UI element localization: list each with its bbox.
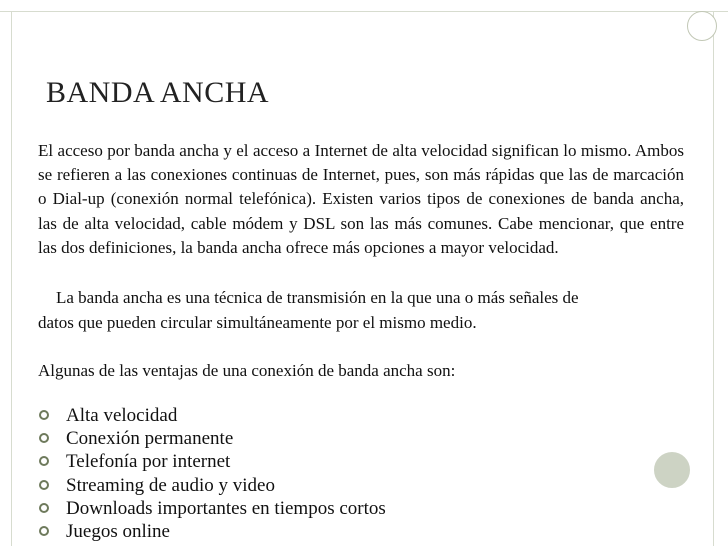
paragraph-2 [38, 285, 684, 335]
list-item-label: Alta velocidad [66, 405, 178, 426]
paragraph-2-line-1: La banda ancha es una técnica de transmisión en la que una o más señales de [56, 288, 579, 307]
slide-title: BANDA ANCHA [46, 76, 270, 109]
ring-bullet-icon [39, 433, 49, 443]
list-item-label: Telefonía por internet [66, 451, 231, 473]
list-item-label: Streaming de audio y video [66, 474, 275, 496]
ring-bullet-icon [39, 480, 49, 490]
paragraph-1: El acceso por banda ancha y el acceso a Internet de alta velocidad significan lo mismo. Ambos se refieren a las conexiones continuas de Internet, pues, son más rápidas que las de marcación o Dial-up (conexión normal telefónica). Existen varios tipos de conexiones de banda ancha, las de alta velocidad, cable módem y DSL son las más comunes. Cabe mencionar, que entre las dos definiciones, la banda ancha ofrece más opciones a mayor velocidad. [38, 141, 684, 257]
ring-bullet-icon [39, 456, 49, 466]
paragraph-2-line-2: datos que pueden circular simultáneamente por el mismo medio. [38, 313, 477, 332]
list-item [38, 520, 386, 543]
list-item-label: Downloads importantes en tiempos cortos [66, 497, 386, 519]
list-item [38, 474, 386, 497]
advantages-intro: Algunas de las ventajas de una conexión de banda ancha son: [38, 361, 456, 380]
corner-circle-decoration [687, 11, 717, 41]
list-item [38, 427, 386, 450]
ring-bullet-icon [39, 526, 49, 536]
accent-circle-decoration [652, 450, 692, 490]
advantages-list [38, 404, 386, 543]
ring-bullet-icon [39, 503, 49, 513]
list-item [38, 497, 386, 520]
list-item-label: Juegos online [66, 521, 170, 543]
list-item-label: Conexión permanente [66, 428, 234, 450]
ring-bullet-icon [39, 410, 49, 420]
list-item [38, 404, 386, 427]
list-item [38, 450, 386, 473]
